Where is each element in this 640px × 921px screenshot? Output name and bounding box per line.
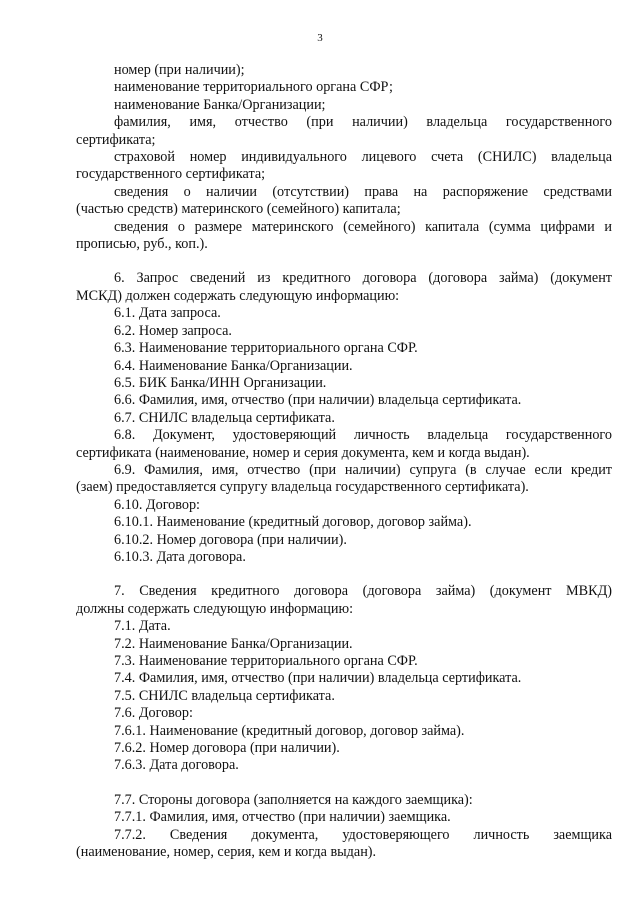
text-line: 7.6.3. Дата договора.: [114, 757, 239, 774]
text-line: прописью, руб., коп.).: [76, 236, 208, 253]
text-line: 6.10. Договор:: [114, 496, 200, 513]
text-line: 6. Запрос сведений из кредитного договора (договора займа) (документ: [114, 270, 612, 287]
text-line: наименование Банка/Организации;: [114, 96, 326, 113]
text-line: 6.5. БИК Банка/ИНН Организации.: [114, 374, 327, 391]
text-line: МСКД) должен содержать следующую информацию:: [76, 287, 400, 304]
text-line: 6.8. Документ, удостоверяющий личность владельца государственного: [114, 427, 612, 444]
text-line: 6.10.1. Наименование (кредитный договор, договор займа).: [114, 514, 472, 531]
document-body: [76, 62, 612, 861]
text-line: 6.10.2. Номер договора (при наличии).: [114, 531, 347, 548]
text-line: (наименование, номер, серия, кем и когда выдан).: [76, 844, 377, 861]
page-number: 3: [317, 32, 323, 44]
paragraph-spacer: [76, 775, 612, 792]
text-line: 6.9. Фамилия, имя, отчество (при наличии) супруга (в случае если кредит: [114, 461, 612, 478]
paragraph-spacer: [76, 253, 612, 270]
text-line: 7.6.2. Номер договора (при наличии).: [114, 740, 340, 757]
text-line: 7.7. Стороны договора (заполняется на каждого заемщика):: [114, 791, 473, 808]
text-line: должны содержать следующую информацию:: [76, 600, 354, 617]
text-line: 6.3. Наименование территориального органа СФР.: [114, 340, 418, 357]
paragraph-spacer: [76, 566, 612, 583]
text-line: сертификата;: [76, 131, 156, 148]
text-line: 6.2. Номер запроса.: [114, 322, 232, 339]
text-line: наименование территориального органа СФР;: [114, 79, 393, 96]
text-line: 7. Сведения кредитного договора (договора займа) (документ МВКД): [114, 583, 612, 600]
text-line: 7.3. Наименование территориального органа СФР.: [114, 653, 418, 669]
text-line: 7.7.1. Фамилия, имя, отчество (при наличии) заемщика.: [114, 809, 451, 826]
text-line: фамилия, имя, отчество (при наличии) владельца государственного: [114, 114, 612, 131]
text-line: 7.4. Фамилия, имя, отчество (при наличии) владельца сертификата.: [114, 670, 522, 687]
text-line: 7.1. Дата.: [114, 618, 171, 635]
text-line: сертификата (наименование, номер и серия документа, кем и когда выдан).: [76, 444, 530, 461]
text-line: (заем) предоставляется супругу владельца государственного сертификата).: [76, 479, 529, 496]
text-line: 7.6. Договор:: [114, 705, 193, 722]
text-line: сведения о размере материнского (семейного) капитала (сумма цифрами и: [114, 218, 612, 235]
text-line: 6.1. Дата запроса.: [114, 305, 221, 322]
text-line: 6.7. СНИЛС владельца сертификата.: [114, 409, 335, 426]
text-line: 7.5. СНИЛС владельца сертификата.: [114, 687, 335, 704]
text-line: 7.6.1. Наименование (кредитный договор, договор займа).: [114, 722, 465, 739]
text-line: номер (при наличии);: [114, 62, 245, 78]
text-line: сведения о наличии (отсутствии) права на распоряжение средствами: [114, 183, 612, 200]
text-line: государственного сертификата;: [76, 166, 266, 183]
text-line: 7.7.2. Сведения документа, удостоверяющего личность заемщика: [114, 826, 612, 843]
text-line: (частью средств) материнского (семейного) капитала;: [76, 201, 401, 218]
text-line: страховой номер индивидуального лицевого счета (СНИЛС) владельца: [114, 149, 612, 166]
text-line: 6.10.3. Дата договора.: [114, 548, 246, 565]
text-line: 6.6. Фамилия, имя, отчество (при наличии) владельца сертификата.: [114, 392, 522, 409]
text-line: 6.4. Наименование Банка/Организации.: [114, 357, 353, 374]
text-line: 7.2. Наименование Банка/Организации.: [114, 635, 353, 652]
